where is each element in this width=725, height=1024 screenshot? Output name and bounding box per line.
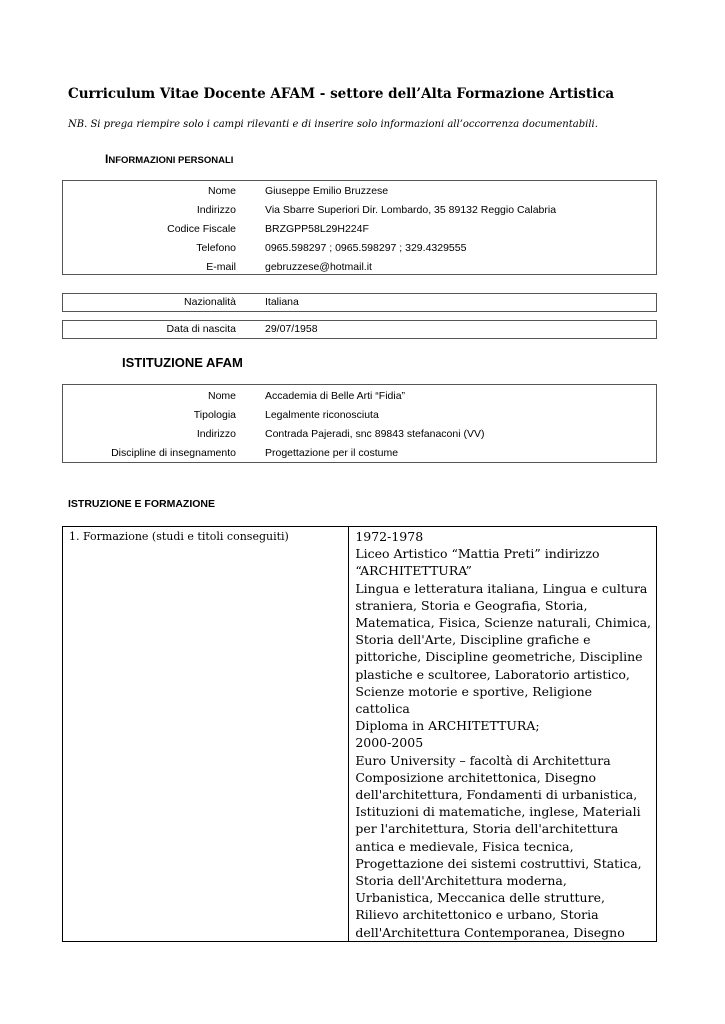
instruction-note: NB. Si prega riempire solo i campi rilevanti e di inserire solo informazioni all’occorrenza documentabili.: [68, 119, 598, 130]
field-row-disciplines: [63, 444, 656, 463]
section-heading-initial: I: [105, 152, 109, 166]
detail-line: Composizione architettonica, Disegno: [355, 769, 597, 785]
field-value: BRZGPP58L29H224F: [265, 223, 369, 235]
afam-info-box: [62, 384, 657, 463]
document-title: Curriculum Vitae Docente AFAM - settore dell’Alta Formazione Artistica: [68, 86, 615, 102]
education-details: [349, 527, 657, 942]
field-row-institution-name: [63, 387, 656, 406]
birth-date-box: [62, 320, 657, 339]
detail-line: Progettazione dei sistemi costruttivi, Statica,: [355, 855, 642, 871]
detail-line: per l'architettura, Storia dell'architettura: [355, 821, 619, 837]
detail-line: cattolica: [355, 701, 410, 717]
section-heading-personal: [105, 152, 233, 166]
field-label: Nazionalità: [184, 296, 236, 308]
field-label: Codice Fiscale: [167, 223, 236, 235]
detail-line: Lingua e letteratura italiana, Lingua e cultura: [355, 580, 648, 596]
detail-line: Rilievo architettonico e urbano, Storia: [355, 907, 599, 923]
detail-line: dell'Architettura Contemporanea, Disegno: [355, 924, 625, 940]
detail-line: Liceo Artistico “Mattia Preti” indirizzo: [355, 546, 600, 562]
detail-line: “ARCHITETTURA”: [355, 563, 472, 579]
section-heading-rest: NFORMAZIONI PERSONALI: [108, 155, 234, 166]
field-row-birth-date: [63, 321, 656, 338]
field-row-address: [63, 201, 656, 220]
section-heading-afam: ISTITUZIONE AFAM: [122, 355, 243, 370]
field-label: Data di nascita: [166, 323, 236, 335]
detail-line: Istituzioni di matematiche, inglese, Materiali: [355, 804, 641, 820]
detail-line: dell'architettura, Fondamenti di urbanistica,: [355, 787, 638, 803]
field-value: 29/07/1958: [265, 323, 318, 335]
education-item-label: 1. Formazione (studi e titoli conseguiti): [63, 527, 349, 942]
table-row: [63, 527, 657, 942]
field-value: gebruzzese@hotmail.it: [265, 261, 372, 273]
field-row-phone: [63, 239, 656, 258]
field-value: Legalmente riconosciuta: [265, 409, 379, 421]
field-value: 0965.598297 ; 0965.598297 ; 329.4329555: [265, 242, 467, 254]
field-label: Tipologia: [193, 409, 236, 421]
field-label: Nome: [207, 185, 236, 197]
detail-line: Euro University – facoltà di Architettura: [355, 752, 611, 768]
field-label: E-mail: [206, 261, 236, 273]
field-value: Contrada Pajeradi, snc 89843 stefanaconi (VV): [265, 428, 485, 440]
field-row-type: [63, 406, 656, 425]
nationality-box: [62, 293, 657, 312]
field-row-name: [63, 182, 656, 201]
field-label: Indirizzo: [196, 428, 236, 440]
detail-line: pittoriche, Discipline geometriche, Discipline: [355, 649, 643, 665]
field-row-tax-code: [63, 220, 656, 239]
section-heading-education: ISTRUZIONE E FORMAZIONE: [68, 498, 215, 510]
detail-line: 1972-1978: [355, 529, 424, 544]
field-value: Italiana: [265, 296, 299, 308]
field-label: Telefono: [196, 242, 236, 254]
detail-line: Diploma in ARCHITETTURA;: [355, 718, 540, 734]
field-value: Progettazione per il costume: [265, 447, 399, 459]
detail-line: antica e medievale, Fisica tecnica,: [355, 838, 574, 854]
field-label: Nome: [207, 390, 236, 402]
field-row-institution-address: [63, 425, 656, 444]
education-table: [62, 526, 657, 942]
detail-line: Urbanistica, Meccanica delle strutture,: [355, 890, 605, 906]
detail-line: plastiche e scultoree, Laboratorio artistico,: [355, 666, 630, 682]
field-value: Via Sbarre Superiori Dir. Lombardo, 35 89132 Reggio Calabria: [265, 204, 557, 216]
field-row-email: [63, 258, 656, 277]
field-value: Accademia di Belle Arti “Fidia”: [265, 390, 406, 402]
detail-line: straniera, Storia e Geografia, Storia,: [355, 597, 588, 613]
field-value: Giuseppe Emilio Bruzzese: [265, 185, 389, 197]
detail-line: 2000-2005: [355, 735, 424, 751]
detail-line: Scienze motorie e sportive, Religione: [355, 683, 593, 699]
field-label: Indirizzo: [196, 204, 236, 216]
detail-line: Storia dell'Architettura moderna,: [355, 873, 567, 889]
field-row-nationality: [63, 294, 656, 311]
field-label: Discipline di insegnamento: [111, 447, 236, 459]
personal-info-box: [62, 180, 657, 275]
detail-line: Matematica, Fisica, Scienze naturali, Chimica,: [355, 615, 651, 631]
detail-line: Storia dell'Arte, Discipline grafiche e: [355, 632, 591, 648]
